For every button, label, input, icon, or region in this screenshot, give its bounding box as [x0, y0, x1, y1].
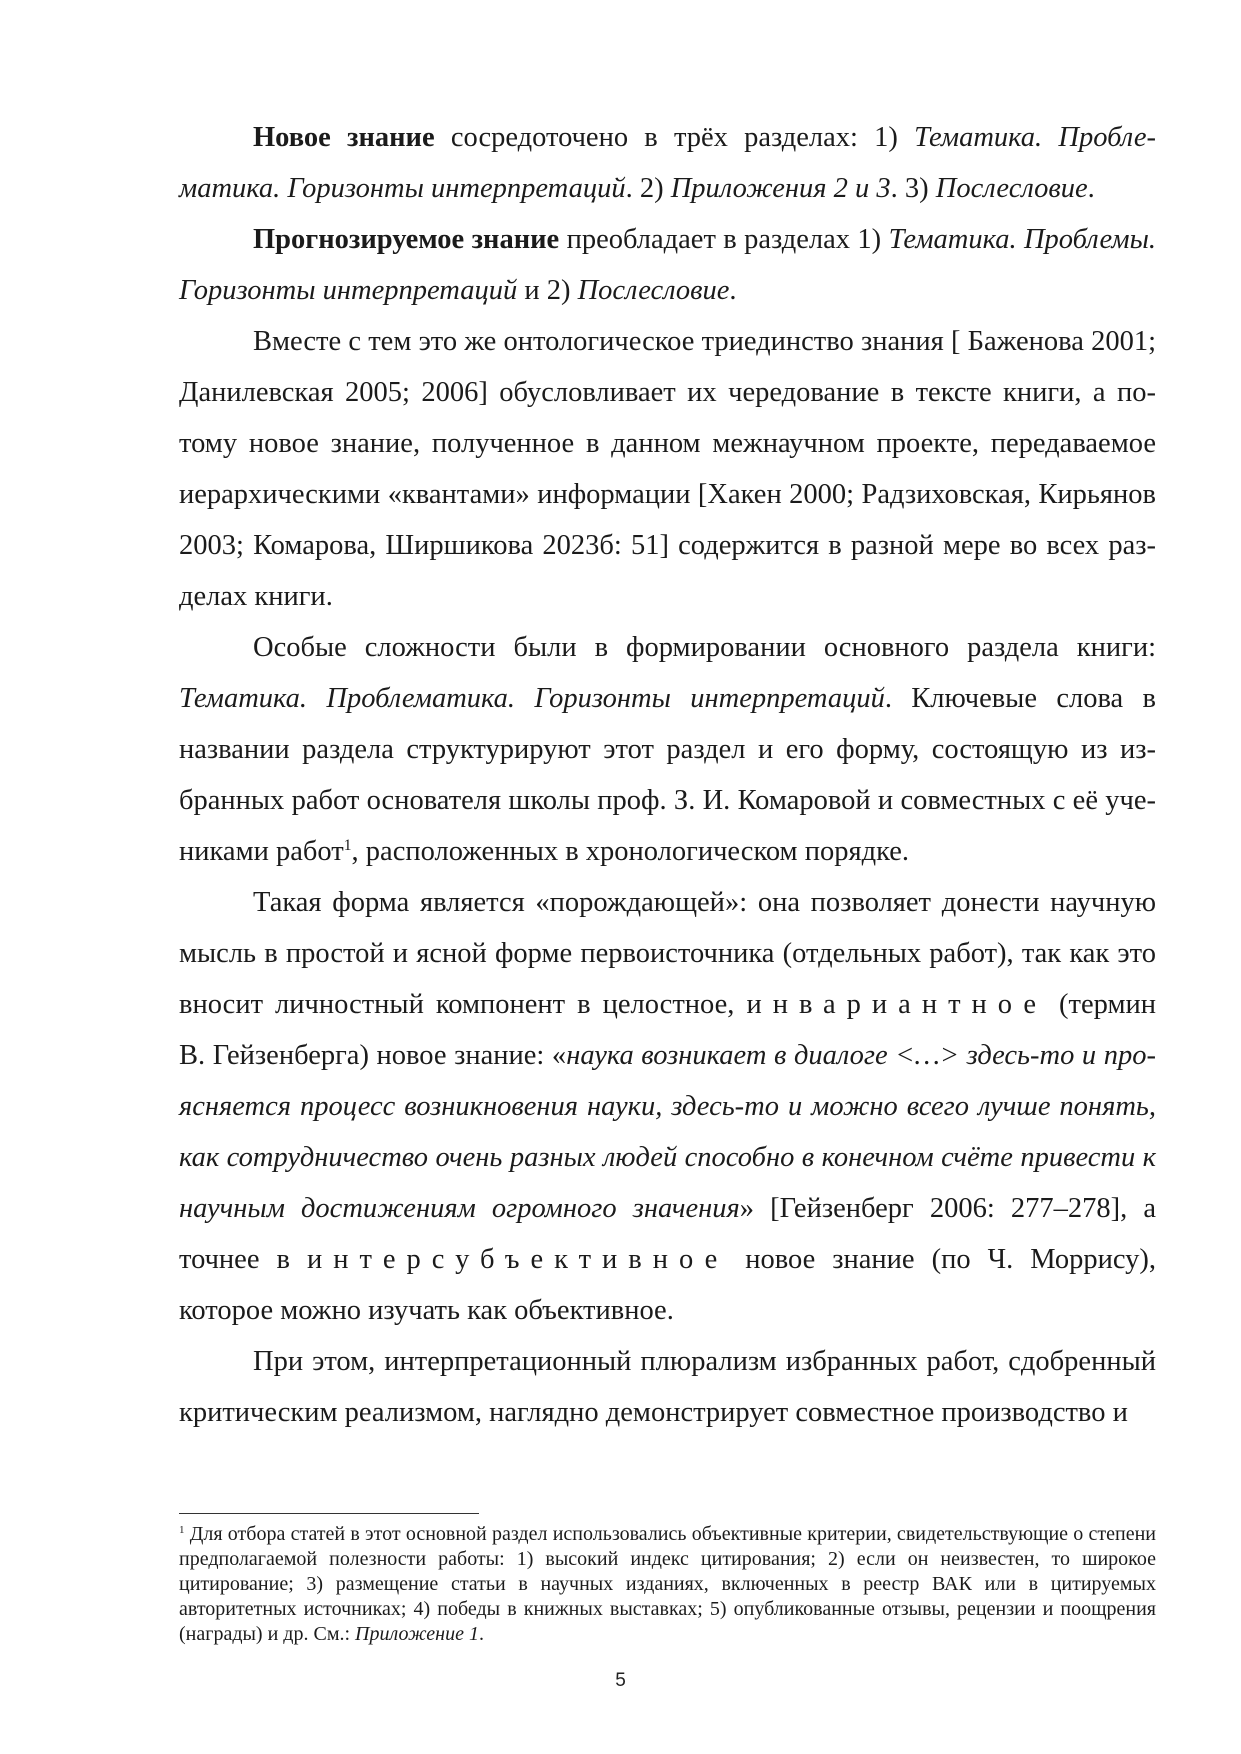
- footnote-divider: [179, 1513, 479, 1514]
- paragraph-3: Вместе с тем это же онтологическое триединство знания [ Баженова 2001; Данилевская 2005; 2006] обусловливает их чередование в тексте книги, а потому новое знание, полученное в данном межнаучном проекте, передаваемое иерархическими «квантами» информации [Хакен 2000; Радзиховская, Кирьянов 2003; Комарова, Ширшикова 2023б: 51] содержится в разной мере во всех разделах книги.: [179, 326, 1156, 612]
- body-text: [179, 112, 1156, 1438]
- text-run: .: [729, 275, 737, 306]
- paragraph-6: При этом, интерпретационный плюрализм избранных работ, сдобренный критическим реализмом, наглядно демонстрирует совместное производство и: [179, 1346, 1156, 1428]
- footnote-mark: 1: [179, 1523, 185, 1536]
- text-run: . 2): [625, 173, 671, 204]
- footnote-appendix-link: Приложение 1: [355, 1623, 479, 1645]
- footnote-reference[interactable]: 1: [343, 836, 352, 854]
- text-run: .: [478, 1623, 484, 1645]
- term-new-knowledge: Новое знание: [253, 122, 435, 153]
- text-run: . Ключевые слова в названии раздела структурируют этот раздел и его форму, состоящую из избранных работ основателя школы проф. З. И. Комаровой и совместных с её учениками работ: [179, 683, 1156, 867]
- italic-run: Послесловие: [577, 275, 730, 306]
- text-run: Особые сложности были в формировании основного раздела книги:: [253, 632, 1156, 663]
- text-run: .: [1087, 173, 1095, 204]
- term-predicted-knowledge: Прогнозируемое знание: [253, 224, 560, 255]
- text-run: преобладает в разделах 1): [559, 224, 889, 255]
- footnote-text: Для отбора статей в этот основной раздел использовались объективные критерии, свидетельствующие о степени предполагаемой полезности работы: 1) высокий индекс цитирования; 2) если он неизвестен, то широкое цитирование; 3) размещение статьи в научных изданиях, включенных в реестр ВАК или в цитируемых авторитетных источниках; 4) победы в книжных выставках; 5) опубликованные отзывы, рецензии и поощрения (награды) и др. См.:: [179, 1523, 1156, 1645]
- page-number: 5: [615, 1670, 626, 1691]
- text-run: . 3): [890, 173, 936, 204]
- italic-run: Тематика. Проблемы. Горизонты интерпретаций: [179, 224, 1156, 306]
- italic-run: Тематика. Проблематика. Горизонты интерпретаций: [179, 122, 1156, 204]
- text-run: » [Гейзенберг 2006: 277–278], а точнее в: [179, 1193, 1156, 1275]
- spaced-term: интерсубъективное: [306, 1244, 729, 1275]
- paragraph-4: [179, 622, 1156, 877]
- italic-run: Послесловие: [935, 173, 1088, 204]
- text-run: Такая форма является «порождающей»: она позволяет донести научную мысль в простой и ясной форме первоисточника (отдельных работ), так как это вносит личностный компонент в целостное,: [179, 887, 1156, 1020]
- text-run: новое знание (по Ч. Моррису), которое можно изучать как объективное.: [179, 1244, 1156, 1326]
- text-run: , расположенных в хронологическом порядке.: [351, 836, 909, 867]
- paragraph-1: [179, 112, 1156, 214]
- footnote: [179, 1522, 1156, 1647]
- text-run: и 2): [517, 275, 578, 306]
- italic-run: Тематика. Проблематика. Горизонты интерпретаций: [179, 683, 885, 714]
- spaced-term: инвариантное: [746, 989, 1048, 1020]
- quotation: наука возникает в диалоге <…> здесь-то и проясняется процесс возникновения науки, здесь-то и можно всего лучше понять, как сотрудничество очень разных людей способно в конечном счёте привести к научным достижениям огромного значения: [179, 1040, 1157, 1224]
- text-run: сосредоточено в трёх разделах: 1): [434, 122, 915, 153]
- paragraph-5: [179, 877, 1156, 1336]
- text-run: (термин В. Гейзенберга) новое знание: «: [179, 989, 1157, 1071]
- paragraph-2: [179, 214, 1156, 316]
- italic-run: Приложения 2 и 3: [670, 173, 891, 204]
